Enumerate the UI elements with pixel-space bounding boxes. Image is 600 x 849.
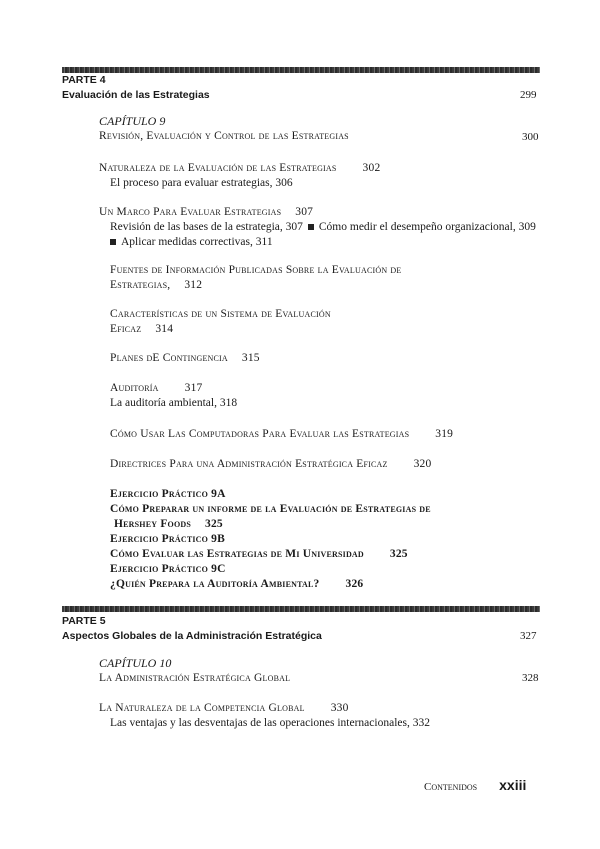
exercise-title-text: Hershey Foods <box>114 518 192 530</box>
subsection-text: Las ventajas y las desventajas de las operaciones internacionales, <box>110 717 410 729</box>
part-4-divider-bar <box>62 67 540 73</box>
part-5-title[interactable]: Aspectos Globales de la Administración Estratégica <box>62 630 322 642</box>
section-title-text: La Naturaleza de la Competencia Global <box>99 702 305 714</box>
chapter-10-page: 328 <box>522 672 539 684</box>
bullet-square-icon <box>110 239 116 245</box>
page-footer <box>424 777 526 795</box>
section-title[interactable] <box>99 206 313 218</box>
section-title-text: Auditoría <box>110 382 159 394</box>
section-page: 319 <box>435 428 454 440</box>
exercise-9b-label: Ejercicio Práctico 9B <box>110 533 225 545</box>
part-4-page: 299 <box>520 89 537 101</box>
section-page: 320 <box>413 458 432 470</box>
subsection-text: Revisión de las bases de la estrategia, 307 <box>110 221 303 233</box>
section-page: 315 <box>241 352 260 364</box>
footer-page-number: xxiii <box>499 777 527 793</box>
chapter-9-label: CAPÍTULO 9 <box>99 114 166 128</box>
section-page: 312 <box>184 279 203 291</box>
subsection-page: 332 <box>412 717 430 729</box>
section-page: 314 <box>155 323 174 335</box>
section-title[interactable] <box>99 162 380 174</box>
section-title-text: Estrategias, <box>110 279 171 291</box>
exercise-page: 326 <box>345 578 364 590</box>
section-title-text: Naturaleza de la Evaluación de las Estrategias <box>99 162 337 174</box>
part-4-label: PARTE 4 <box>62 74 106 86</box>
chapter-9-title[interactable]: Revisión, Evaluación y Control de las Estrategias <box>99 130 349 142</box>
exercise-page: 325 <box>389 548 408 560</box>
section-title-text: Cómo Usar Las Computadoras Para Evaluar las Estrategias <box>110 428 410 440</box>
section-title-text: Un Marco Para Evaluar Estrategias <box>99 206 282 218</box>
subsection-text: El proceso para evaluar estrategias, <box>110 177 273 189</box>
subsection-entry[interactable] <box>110 177 293 189</box>
subsection-entry[interactable] <box>110 397 237 409</box>
section-page: 317 <box>184 382 203 394</box>
section-title-line-2[interactable] <box>110 279 202 291</box>
section-page: 307 <box>295 206 314 218</box>
section-title-text: Eficaz <box>110 323 142 335</box>
subsection-entry[interactable] <box>110 236 273 248</box>
part-5-page: 327 <box>520 630 537 642</box>
section-title-line-1[interactable]: Características de un Sistema de Evaluación <box>110 308 331 320</box>
section-title-text: Directrices Para una Administración Estratégica Eficaz <box>110 458 388 470</box>
section-page: 330 <box>330 702 349 714</box>
section-title-line-1[interactable]: Fuentes de Información Publicadas Sobre la Evaluación de <box>110 264 402 276</box>
exercise-title-text: Cómo Evaluar las Estrategias de Mi Universidad <box>110 548 364 560</box>
section-title-text: Planes dE Contingencia <box>110 352 228 364</box>
exercise-9b-title[interactable] <box>110 548 408 560</box>
chapter-10-title[interactable]: La Administración Estratégica Global <box>99 672 291 684</box>
part-4-title[interactable]: Evaluación de las Estrategias <box>62 89 210 101</box>
subsection-text: Aplicar medidas correctivas, <box>121 236 253 248</box>
footer-label: Contenidos <box>424 781 478 793</box>
subsection-page: 311 <box>255 236 273 248</box>
subsection-page: 306 <box>275 177 293 189</box>
section-page: 302 <box>362 162 381 174</box>
part-5-divider-bar <box>62 606 540 612</box>
subsection-text: La auditoría ambiental, <box>110 397 217 409</box>
chapter-9-page: 300 <box>522 131 539 143</box>
subsection-page: 318 <box>219 397 238 409</box>
part-5-label: PARTE 5 <box>62 615 106 627</box>
exercise-9a-title-line-2[interactable] <box>114 518 223 530</box>
section-title[interactable] <box>110 458 431 470</box>
subsection-text: Cómo medir el desempeño organizacional, 309 <box>318 221 536 233</box>
subsection-entry[interactable] <box>110 717 430 729</box>
section-title-line-2[interactable] <box>110 323 173 335</box>
section-title[interactable] <box>110 352 260 364</box>
chapter-10-label: CAPÍTULO 10 <box>99 656 172 670</box>
exercise-page: 325 <box>205 518 223 530</box>
exercise-9c-title[interactable] <box>110 578 363 590</box>
section-title[interactable] <box>110 428 453 440</box>
exercise-title-text: ¿Quién Prepara la Auditoría Ambiental? <box>110 578 320 590</box>
exercise-9a-title-line-1[interactable]: Cómo Preparar un informe de la Evaluación de Estrategias de <box>110 503 431 515</box>
exercise-9c-label: Ejercicio Práctico 9C <box>110 563 226 575</box>
bullet-square-icon <box>308 224 314 230</box>
section-title[interactable] <box>99 702 349 714</box>
subsection-entry[interactable] <box>110 221 536 233</box>
exercise-9a-label: Ejercicio Práctico 9A <box>110 488 226 500</box>
section-title[interactable] <box>110 382 202 394</box>
